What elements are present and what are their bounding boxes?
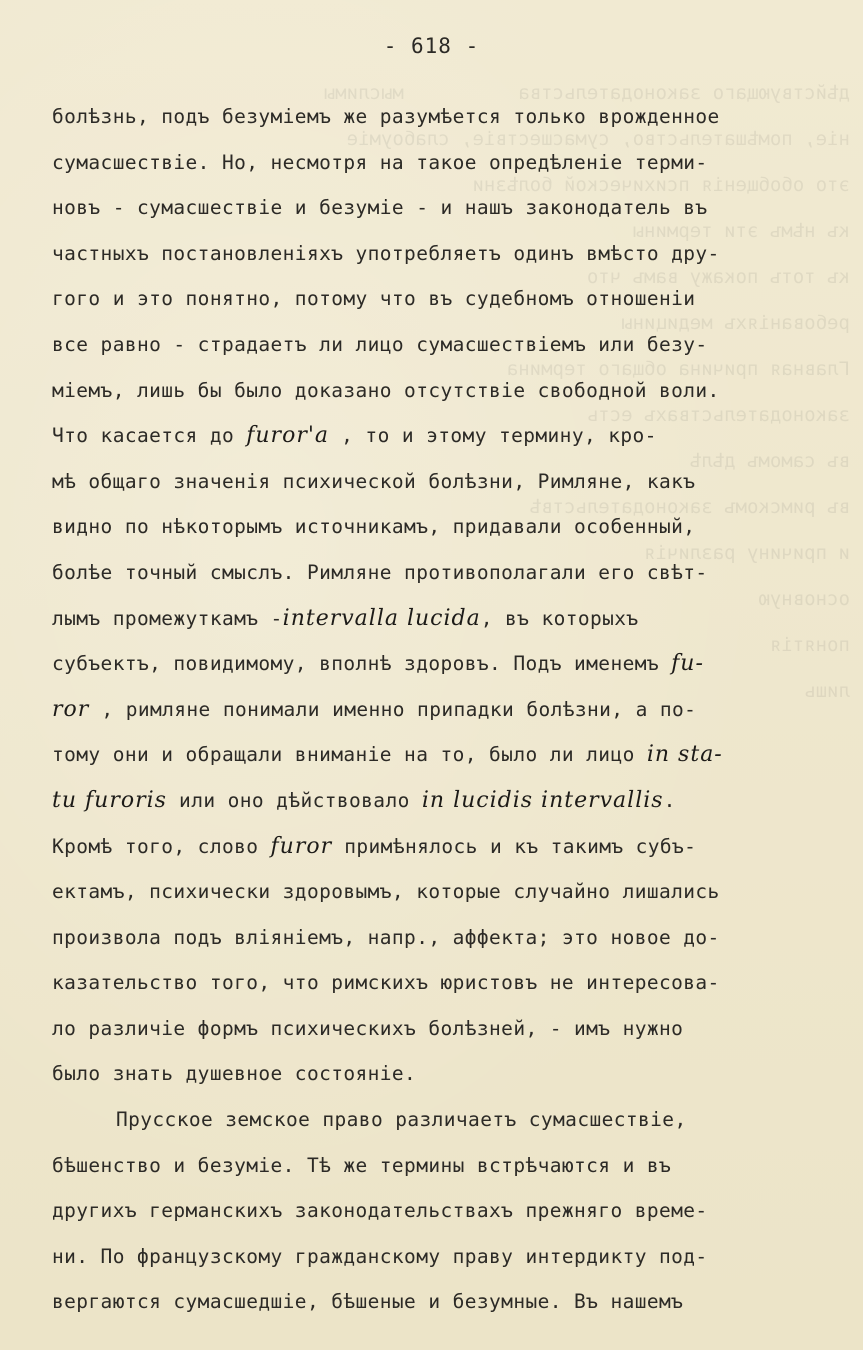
text-line: [52, 459, 852, 505]
text-line: [52, 960, 852, 1006]
typed-text: мѣ общаго значенія психической болѣзни, Римляне, какъ: [52, 469, 696, 493]
text-line: [52, 687, 852, 733]
handwritten-latin-term: furor'a: [246, 423, 330, 449]
text-line: [52, 641, 852, 687]
typed-text: сумасшествіе. Но, несмотря на такое опредѣленіе терми-: [52, 150, 708, 174]
typed-text: болѣзнь, подъ безуміемъ же разумѣется только врожденное: [52, 105, 720, 128]
text-line: [52, 1097, 852, 1143]
text-line: [52, 1143, 852, 1189]
text-line: [52, 322, 852, 368]
body-text: [52, 94, 852, 1325]
typed-text: все равно - страдаетъ ли лицо сумасшествіемъ или безу-: [52, 332, 708, 356]
typed-text: ни. По французскому гражданскому праву интердикту под-: [52, 1244, 708, 1268]
typed-text: Кромѣ того, слово: [52, 834, 271, 858]
text-line: [52, 504, 852, 550]
typed-text: другихъ германскихъ законодательствахъ прежняго време-: [52, 1199, 708, 1223]
text-line: [52, 140, 852, 186]
typed-text: ло различіе формъ психическихъ болѣзней, - имъ нужно: [52, 1016, 684, 1040]
typed-text: Что касается до: [52, 424, 247, 448]
typed-text: ектамъ, психически здоровымъ, которые случайно лишались: [52, 880, 720, 904]
text-line: [52, 778, 852, 824]
handwritten-latin-term: furor: [270, 833, 333, 859]
text-line: [52, 1234, 852, 1280]
typed-text: или оно дѣйствовало: [166, 788, 422, 812]
text-line: [52, 413, 852, 459]
text-line: [52, 1188, 852, 1234]
typed-text: лымъ промежуткамъ -: [52, 606, 283, 630]
typed-text: частныхъ постановленіяхъ употребляетъ одинъ вмѣсто дру-: [52, 241, 720, 265]
text-line: [52, 231, 852, 277]
typed-text: гого и это понятно, потому что въ судебномъ отношеніи: [52, 287, 696, 311]
handwritten-latin-term: tu furoris: [52, 787, 167, 813]
text-line: [52, 276, 852, 322]
typed-text: произвола подъ вліяніемъ, напр., аффекта; это новое до-: [52, 925, 720, 949]
text-line: [52, 1279, 852, 1325]
bleed-through-texture: дѣйствующаго законодательства мыслимы ніе, помѣшательство, сумасшествіе, слабоуміе это обобщенія психической болѣзни къ нѣмъ эти термины къ тотъ покажу вамъ что ребованіяхъ медицины Главная причина общаго термина законодательствахъ есть въ самомъ дѣлѣ въ римскомъ законодательствѣ и причину различія основную понятія лишь: [323, 82, 850, 702]
text-line: [52, 732, 852, 778]
typed-text: примѣнялось и къ такимъ субъ-: [332, 834, 697, 858]
text-line: [52, 1006, 852, 1052]
typed-text: было знать душевное состояніе.: [52, 1062, 417, 1086]
typed-text: , то и этому термину, кро-: [329, 424, 657, 448]
handwritten-latin-term: intervalla lucida: [282, 605, 481, 631]
text-line: [52, 596, 852, 642]
typed-text: болѣе точный смыслъ. Римляне противополагали его свѣт-: [52, 560, 708, 584]
typed-text: .: [663, 788, 676, 812]
text-line: [52, 824, 852, 870]
handwritten-latin-term: in lucidis intervallis: [421, 787, 664, 813]
typed-text: , въ которыхъ: [480, 606, 639, 630]
typed-text: бѣшенство и безуміе. Тѣ же термины встрѣчаются и въ: [52, 1153, 672, 1177]
text-line: [52, 368, 852, 414]
typed-text: казательство того, что римскихъ юристовъ не интересова-: [52, 971, 720, 995]
text-line: [52, 94, 852, 140]
handwritten-latin-term: ror: [52, 696, 90, 722]
page-number: - 618 -: [383, 34, 480, 58]
typed-text: новъ - сумасшествіе и безуміе - и нашъ законодатель въ: [52, 196, 708, 220]
typed-text: субъектъ, повидимому, вполнѣ здоровъ. Подъ именемъ: [52, 652, 672, 676]
typed-text: , римляне понимали именно припадки болѣзни, а по-: [89, 697, 697, 721]
typed-text: тому они и обращали вниманіе на то, было ли лицо: [52, 743, 647, 767]
text-line: [52, 1051, 852, 1097]
handwritten-latin-term: fu-: [671, 651, 704, 677]
text-line: [52, 550, 852, 596]
typed-text: міемъ, лишь бы было доказано отсутствіе свободной воли.: [52, 378, 720, 402]
text-line: [52, 185, 852, 231]
typed-text: вергаются сумасшедшіе, бѣшеные и безумные. Въ нашемъ: [52, 1290, 684, 1314]
typed-text: видно по нѣкоторымъ источникамъ, придавали особенный,: [52, 515, 696, 539]
text-line: [52, 869, 852, 915]
typed-text: Прусское земское право различаетъ сумасшествіе,: [116, 1108, 687, 1132]
handwritten-latin-term: in sta-: [646, 742, 723, 768]
text-line: [52, 915, 852, 961]
